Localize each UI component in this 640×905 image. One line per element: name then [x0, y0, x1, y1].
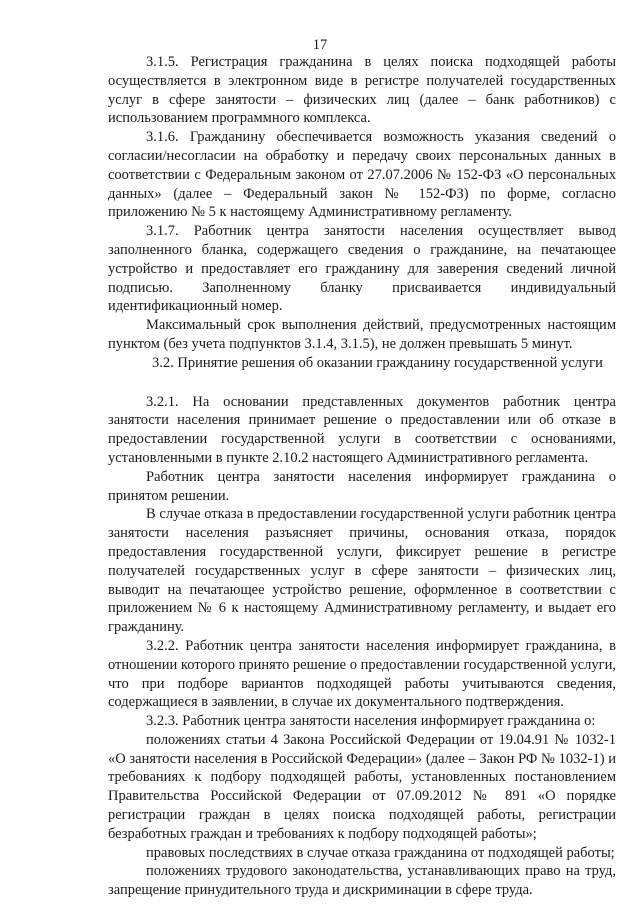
paragraph-3-2-1: 3.2.1. На основании представленных документов работник центра занятости населения принимает решение о предоставлении или об отказе в предоставлении государственной услуги в соответствии с основаниями, установленными в пункте 2.10.2 настоящего Административного регламента. — [108, 393, 616, 466]
paragraph-3-1-5: 3.1.5. Регистрация гражданина в целях поиска подходящей работы осуществляется в электронном виде в регистре получателей государственных услуг в сфере занятости – физических лиц (далее – банк работников) с использованием программного комплекса. — [108, 54, 616, 127]
section-heading-3-2: 3.2. Принятие решения об оказании гражданину государственной услуги — [152, 354, 603, 371]
paragraph-3-2-2: 3.2.2. Работник центра занятости населения информирует гражданина, в отношении которого принято решение о предоставлении государственной услуги, что при подборе вариантов подходящей работы учитываются сведения, содержащиеся в заявлении, в случае их документального подтверждения. — [108, 637, 616, 711]
paragraph-law-provisions: положениях статьи 4 Закона Российской Федерации от 19.04.91 № 1032-1 «О занятости населения в Российской Федерации» (далее – Закон РФ № 1032-1) и требованиях к подбору подходящей работы, установленных постановлением Правительства Российской Федерации от 07.09.2012 № 891 «О порядке регистрации граждан в целях поиска подходящей работы, регистрации безработных граждан и требованиях к подбору подходящей работы»; — [108, 731, 616, 842]
page-number: 17 — [312, 37, 328, 53]
document-body — [108, 53, 616, 900]
paragraph-3-2-3: 3.2.3. Работник центра занятости населения информирует гражданина о: — [146, 713, 596, 730]
paragraph-inform-decision: Работник центра занятости населения информирует гражданина о принятом решении. — [108, 468, 616, 504]
paragraph-labor-legislation: положениях трудового законодательства, устанавливающих право на труд, запрещение принудительного труда и дискриминации в сфере труда. — [108, 863, 616, 899]
paragraph-3-1-7: 3.1.7. Работник центра занятости населения осуществляет вывод заполненного бланка, содержащего сведения о гражданине, на печатающее устройство и предоставляет его гражданину для заверения сведений личной подписью. Заполненному бланку присваивается индивидуальный идентификационный номер. — [108, 223, 616, 315]
paragraph-3-1-6: 3.1.6. Гражданину обеспечивается возможность указания сведений о согласии/несогласии на обработку и передачу своих персональных данных в соответствии с Федеральным законом от 27.07.2006 № 152-ФЗ «О персональных данных» (далее – Федеральный закон № 152-ФЗ) по форме, согласно приложению № 5 к настоящему Административному регламенту. — [108, 129, 616, 221]
paragraph-max-time: Максимальный срок выполнения действий, предусмотренных настоящим пунктом (без учета подпунктов 3.1.4, 3.1.5), не должен превышать 5 минут. — [108, 317, 616, 352]
paragraph-refusal: В случае отказа в предоставлении государственной услуги работник центра занятости населения разъясняет причины, основания отказа, порядок предоставления государственной услуги, фиксирует решение в регистре получателей государственных услуг в сфере занятости – физических лиц, выводит на печатающее устройство решение, оформленное в соответствии с приложением № 6 к настоящему Административному регламенту, и выдает его гражданину. — [108, 506, 616, 636]
paragraph-legal-consequences: правовых последствиях в случае отказа гражданина от подходящей работы; — [146, 844, 615, 861]
